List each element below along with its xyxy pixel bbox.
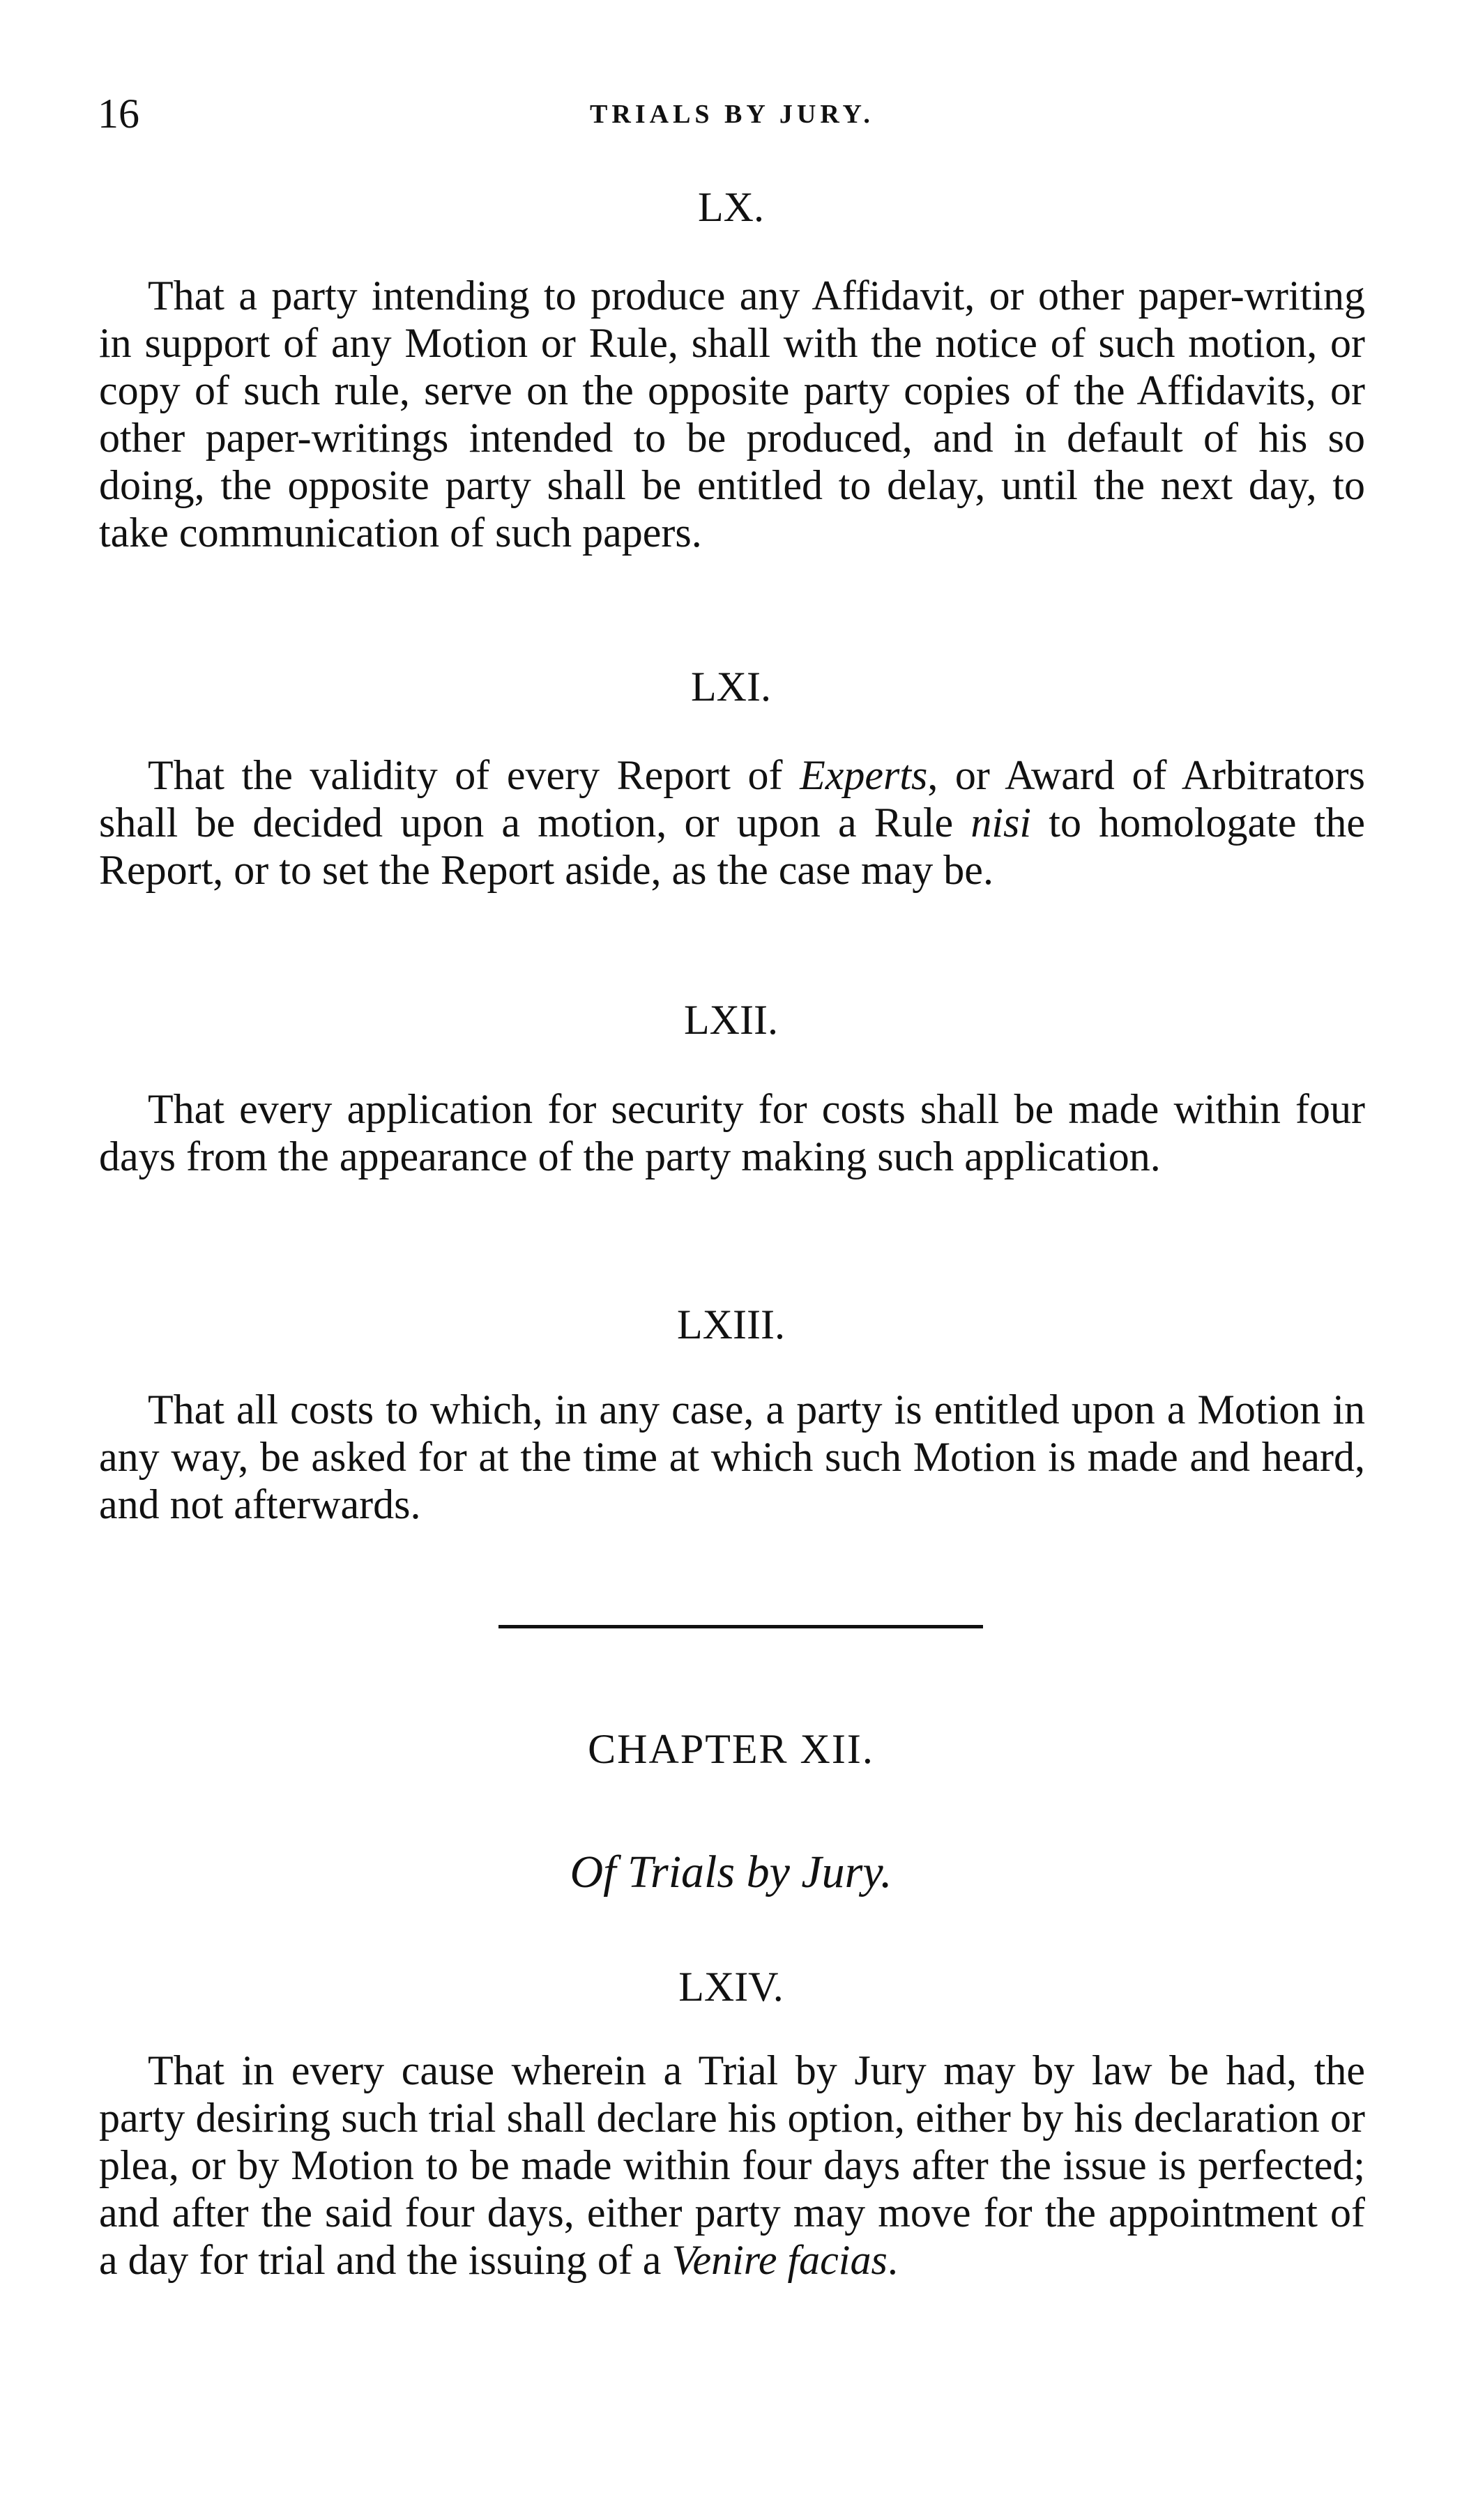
section-heading-lxiii: LXIII.: [677, 1301, 785, 1347]
chapter-title: CHAPTER XII.: [588, 1726, 874, 1772]
section-heading-lx: LX.: [698, 184, 764, 230]
lxi-nisi-italic: nisi: [970, 800, 1032, 846]
lxiv-venire-facias-italic: Venire facias: [671, 2237, 888, 2283]
section-text-lxii: That every application for security for costs shall be made within four days from the appearance of the party making such application.: [99, 1086, 1365, 1179]
lxi-text-part-1: That the validity of every Report of: [148, 752, 800, 798]
section-text-lxiv: [99, 2047, 1365, 2284]
running-head: [98, 89, 1366, 138]
running-title: TRIALS BY JURY.: [590, 100, 874, 129]
page-number: 16: [98, 91, 139, 137]
section-text-lxi: [99, 751, 1365, 894]
lxi-experts-italic: Experts: [800, 752, 928, 798]
lxiv-text-part-2: .: [887, 2237, 898, 2283]
section-heading-lxiv: LXIV.: [678, 1964, 784, 2010]
section-heading-lxii: LXII.: [684, 997, 778, 1043]
lxi-text-part-2: , or Award of Arbitrators shall be decided upon a motion, or upon a Rule: [99, 752, 1365, 846]
lxi-text-part-3: to homologate the Report, or to set the Report aside, as the case may be.: [99, 800, 1365, 893]
section-text-lxiii: That all costs to which, in any case, a party is entitled upon a Motion in any way, be asked for at the time at which such Motion is made and heard, and not afterwards.: [99, 1387, 1365, 1527]
section-heading-lxi: LXI.: [691, 664, 771, 710]
lxiv-text-part-1: That in every cause wherein a Trial by Jury may by law be had, the party desiring such trial shall declare his option, either by his declaration or plea, or by Motion to be made within four days after the issue is perfected; and after the said four days, either party may move for the appointment of a day for trial and the issuing of a: [99, 2047, 1365, 2283]
section-divider: [498, 1625, 983, 1628]
section-text-lx: That a party intending to produce any Affidavit, or other paper-writing in support of any Motion or Rule, shall with the notice of such motion, or copy of such rule, serve on the opposite party copies of the Affidavits, or other paper-writings intended to be produced, and in default of his so doing, the opposite party shall be entitled to delay, until the next day, to take communication of such papers.: [99, 273, 1365, 556]
chapter-subtitle: Of Trials by Jury.: [570, 1847, 892, 1897]
